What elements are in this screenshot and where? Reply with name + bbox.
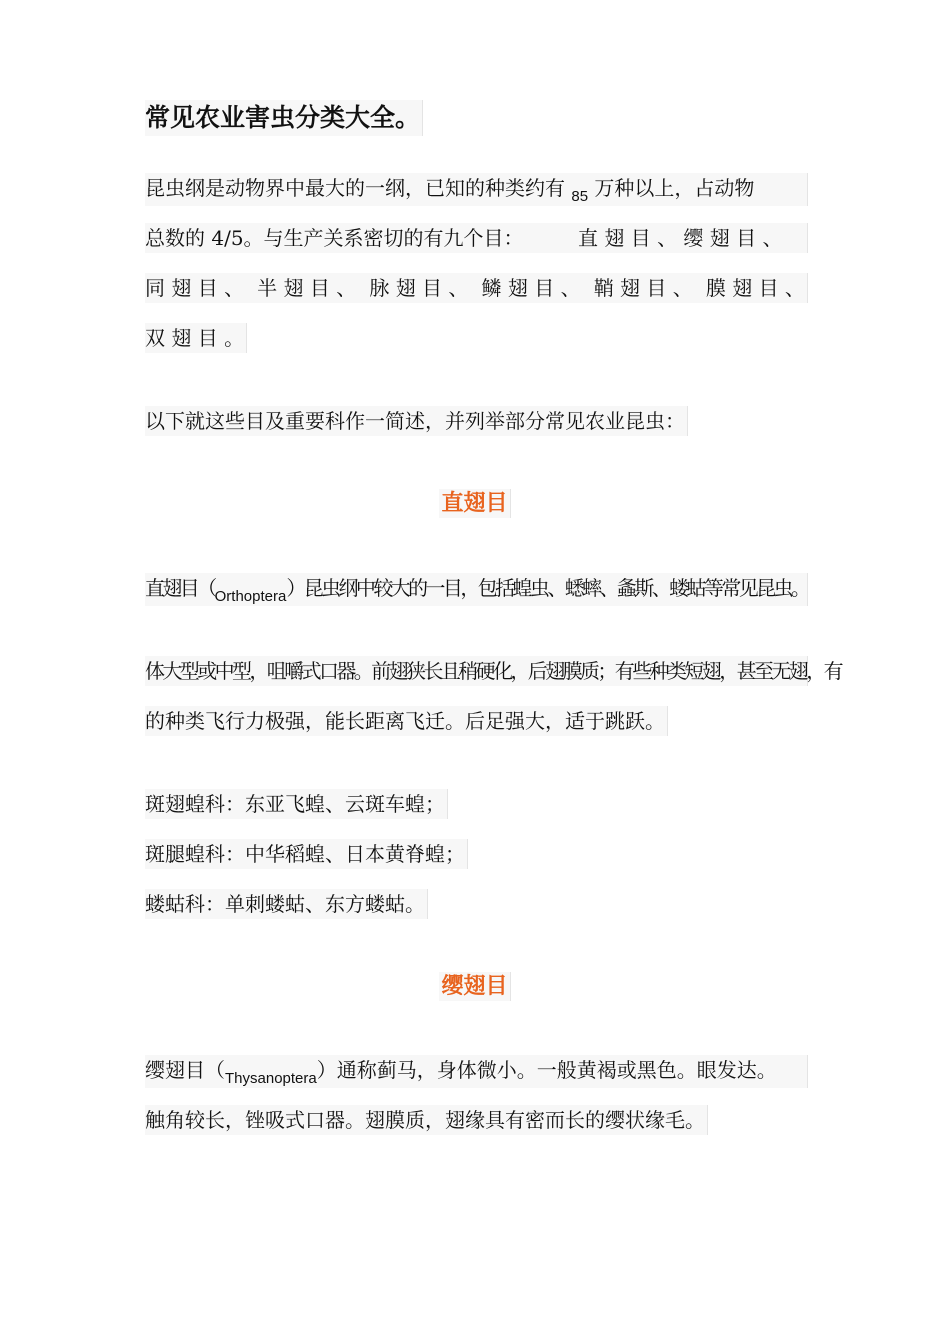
orthoptera-line-3: 的种类飞行力极强，能长距离飞迁。后足强大，适于跳跃。	[145, 706, 668, 736]
intro-text: 万种以上，占动物	[594, 176, 755, 200]
intro-text: 昆虫纲是动物界中最大的一纲，已知的种类约有	[145, 176, 565, 200]
family-item: 蝼蛄科：单刺蝼蛄、东方蝼蛄。	[145, 889, 428, 919]
order-item: 鞘 翅 目 、	[593, 276, 693, 300]
order-item: 膜 翅 目 、	[705, 276, 805, 300]
latin-name: Orthoptera	[214, 588, 287, 605]
document-title: 常见农业害虫分类大全。	[145, 100, 423, 136]
paragraph-text: 缨翅目（	[145, 1058, 225, 1082]
orthoptera-line-2: 体大型或中型，咀嚼式口器。前翅狭长且稍硬化，后翅膜质；有些种类短翅，甚至无翅，有	[145, 656, 808, 686]
section-heading-text: 缨翅目	[439, 972, 510, 1001]
intro-line-2	[145, 223, 808, 253]
section-heading-text: 直翅目	[439, 489, 510, 518]
latin-name: Thysanoptera	[225, 1070, 317, 1087]
thysanoptera-line-1	[145, 1055, 808, 1088]
section-heading-thysanoptera	[0, 969, 950, 1000]
order-list: 直 翅 目 、 缨 翅 目 、	[578, 226, 783, 250]
order-item: 脉 翅 目 、	[369, 276, 469, 300]
intro-text: 总数的 4/5。与生产关系密切的有九个目：	[145, 226, 524, 250]
section-heading-orthoptera	[0, 486, 950, 517]
intro-number: 85	[571, 188, 589, 205]
intro-line-4: 双 翅 目 。	[145, 323, 247, 353]
order-item: 鳞 翅 目 、	[481, 276, 581, 300]
orthoptera-line-1	[145, 573, 808, 606]
lead-paragraph: 以下就这些目及重要科作一简述，并列举部分常见农业昆虫：	[145, 406, 688, 436]
paragraph-text: ）昆虫纲中较大的一目，包括蝗虫、蟋蟀、螽斯、蝼蛄等常见昆虫。	[286, 576, 809, 600]
thysanoptera-line-2: 触角较长，锉吸式口器。翅膜质，翅缘具有密而长的缨状缘毛。	[145, 1105, 708, 1135]
order-item: 半 翅 目 、	[257, 276, 357, 300]
intro-line-3	[145, 273, 808, 303]
paragraph-text: 直翅目（	[145, 576, 215, 600]
family-item: 斑翅蝗科：东亚飞蝗、云斑车蝗；	[145, 789, 448, 819]
order-item: 同 翅 目 、	[145, 276, 245, 300]
intro-line-1	[145, 173, 808, 206]
paragraph-text: ）通称蓟马，身体微小。一般黄褐或黑色。眼发达。	[316, 1058, 777, 1082]
family-item: 斑腿蝗科：中华稻蝗、日本黄脊蝗；	[145, 839, 468, 869]
